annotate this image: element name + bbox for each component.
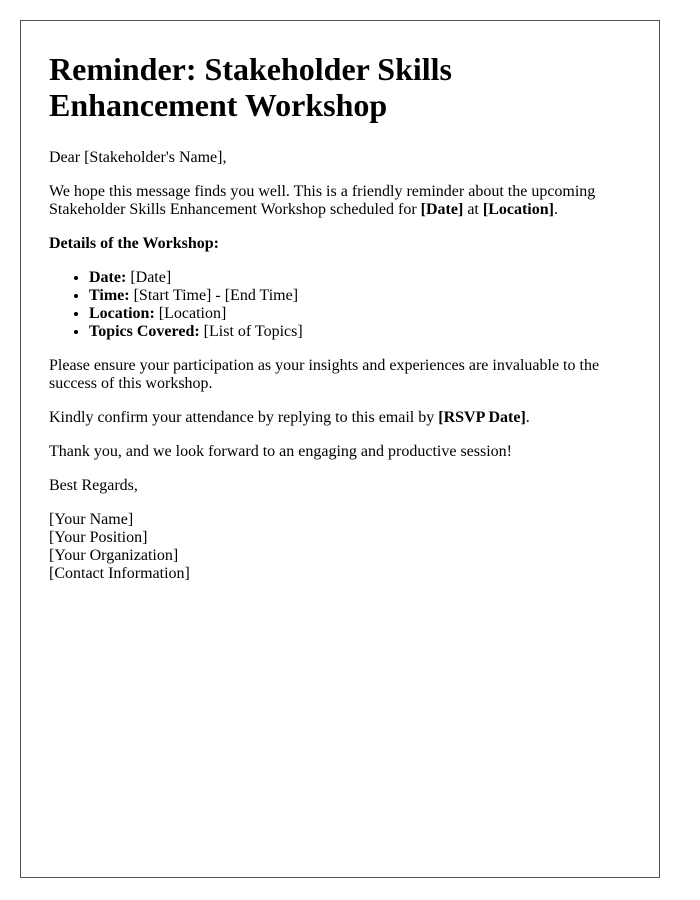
detail-value: [Start Time] - [End Time] — [129, 287, 299, 304]
signature-name: [Your Name] — [49, 511, 134, 528]
detail-label: Topics Covered: — [89, 323, 200, 340]
detail-item-date — [89, 269, 639, 287]
detail-label: Time: — [89, 287, 130, 304]
letter-page — [20, 20, 660, 878]
details-heading — [49, 235, 639, 253]
detail-label: Date: — [89, 269, 127, 286]
signature-contact: [Contact Information] — [49, 565, 190, 582]
intro-text-middle: at — [463, 201, 483, 218]
signature-position: [Your Position] — [49, 529, 148, 546]
participation-paragraph: Please ensure your participation as your insights and experiences are invaluable to the success of this workshop. — [49, 357, 600, 392]
detail-value: [Location] — [154, 305, 227, 322]
detail-item-topics — [89, 323, 639, 341]
detail-value: [Date] — [126, 269, 172, 286]
details-list — [49, 269, 639, 341]
detail-value: [List of Topics] — [199, 323, 303, 340]
closing: Best Regards, — [49, 477, 138, 494]
intro-text-before: We hope this message finds you well. This is a friendly reminder about the upcoming Stakeholder Skills Enhancement Workshop scheduled for — [49, 183, 596, 218]
intro-location: [Location] — [482, 201, 554, 218]
intro-paragraph — [49, 183, 639, 219]
intro-text-after: . — [553, 201, 558, 218]
confirm-text-after: . — [525, 409, 530, 426]
rsvp-date: [RSVP Date] — [438, 409, 526, 426]
confirm-paragraph — [49, 409, 639, 427]
signature-organization: [Your Organization] — [49, 547, 179, 564]
details-heading-text: Details of the Workshop: — [49, 235, 219, 252]
greeting: Dear [Stakeholder's Name], — [49, 149, 227, 166]
thanks-paragraph: Thank you, and we look forward to an engaging and productive session! — [49, 443, 512, 460]
detail-label: Location: — [89, 305, 155, 322]
detail-item-time — [89, 287, 639, 305]
intro-date: [Date] — [420, 201, 464, 218]
letter-content — [49, 51, 639, 583]
detail-item-location — [89, 305, 639, 323]
confirm-text-before: Kindly confirm your attendance by replying to this email by — [49, 409, 439, 426]
letter-title: Reminder: Stakeholder Skills Enhancement Workshop — [49, 51, 452, 123]
signature-block — [49, 511, 639, 583]
